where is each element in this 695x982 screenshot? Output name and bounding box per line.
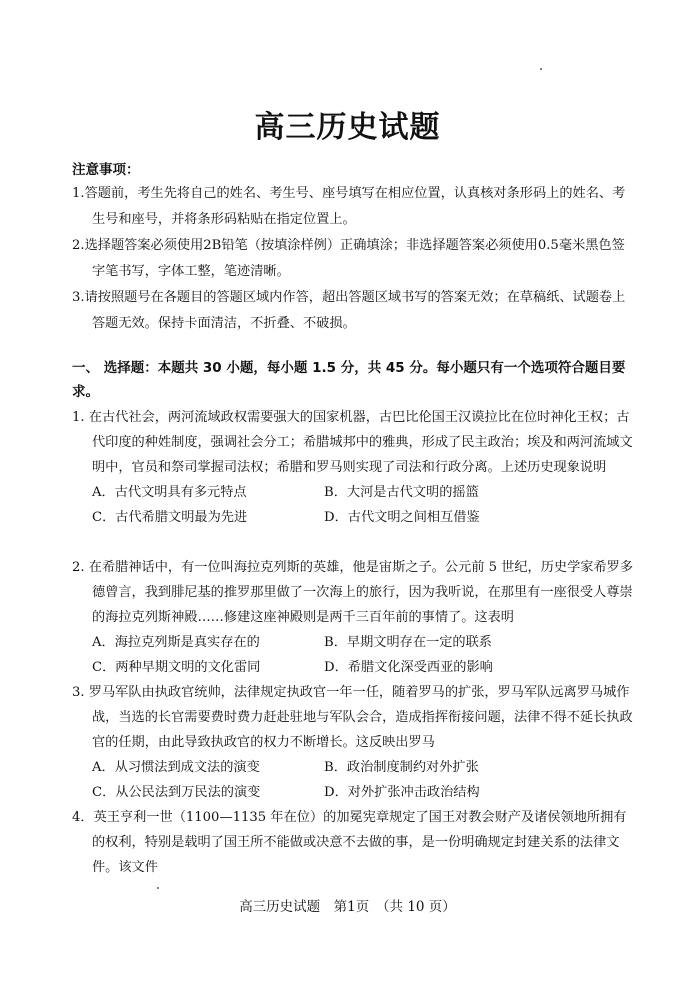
question-2-stem: 2. 在希腊神话中，有一位叫海拉克列斯的英雄，他是宙斯之子。公元前 5 世纪，历史学家希罗多德曾言，我到腓尼基的推罗那里做了一次海上的旅行，因为我听说，在那里有一座很受人尊崇的海拉克列斯神殿……修建这座神殿则是两千三百年前的事情了。这表明	[72, 560, 634, 625]
section-heading: 一、 选择题：本题共 30 小题，每小题 1.5 分，共 45 分。每小题只有一个选项符合题目要求。	[72, 360, 626, 400]
option-a[interactable]: A．海拉克列斯是真实存在的	[92, 635, 260, 650]
option-a[interactable]: A．从习惯法到成文法的演变	[92, 760, 260, 775]
question-2-options-row-1	[72, 630, 634, 655]
question-3	[72, 680, 634, 805]
option-a[interactable]: A．古代文明具有多元特点	[92, 485, 247, 500]
question-2	[72, 555, 634, 680]
question-3-options-row-1	[72, 755, 634, 780]
page-footer: 高三历史试题 第1页 （共 10 页）	[239, 899, 456, 915]
notice-list	[72, 181, 632, 337]
question-4	[72, 805, 634, 880]
notice-heading: 注意事项：	[72, 162, 140, 178]
question-3-stem: 3. 罗马军队由执政官统帅，法律规定执政官一年一任，随着罗马的扩张，罗马军队远离罗马城作战，当选的长官需要费时费力赶赴驻地与军队会合，造成指挥衔接问题，法律不得不延长执政官的任期，由此导致执政官的权力不断增长。这反映出罗马	[72, 685, 633, 750]
option-b[interactable]: B．政治制度制约对外扩张	[324, 760, 479, 775]
question-1-stem: 1. 在古代社会，两河流域政权需要强大的国家机器，古巴比伦国王汉谟拉比在位时神化王权；古代印度的种姓制度，强调社会分工；希腊城邦中的雅典，形成了民主政治；埃及和两河流域文明中，官员和祭司掌握司法权；希腊和罗马则实现了司法和行政分离。上述历史现象说明	[72, 410, 633, 475]
option-b[interactable]: B．早期文明存在一定的联系	[324, 635, 492, 650]
option-c[interactable]: C．两种早期文明的文化雷同	[92, 660, 261, 675]
notice-item-3: 3.请按照题号在各题目的答题区域内作答，超出答题区域书写的答案无效；在草稿纸、试题卷上答题无效。保持卡面清洁，不折叠、不破损。	[72, 290, 626, 331]
option-d[interactable]: D．古代文明之间相互借鉴	[324, 510, 480, 525]
question-1	[72, 405, 634, 530]
option-c[interactable]: C．从公民法到万民法的演变	[92, 785, 261, 800]
question-1-options-row-2	[72, 505, 634, 530]
notice-item-1: 1.答题前，考生先将自己的姓名、考生号、座号填写在相应位置，认真核对条形码上的姓名、考生号和座号，并将条形码粘贴在指定位置上。	[72, 186, 626, 227]
option-d[interactable]: D．对外扩张冲击政治结构	[324, 785, 480, 800]
option-b[interactable]: B．大河是古代文明的摇篮	[324, 485, 479, 500]
question-1-options-row-1	[72, 480, 634, 505]
option-d[interactable]: D．希腊文化深受西亚的影响	[324, 660, 493, 675]
question-3-options-row-2	[72, 780, 634, 805]
notice-item-2: 2.选择题答案必须使用2B铅笔（按填涂样例）正确填涂；非选择题答案必须使用0.5毫米黑色签字笔书写，字体工整，笔迹清晰。	[72, 238, 625, 279]
option-c[interactable]: C．古代希腊文明最为先进	[92, 510, 248, 525]
question-4-stem: 4．英王亨利一世（1100—1135 年在位）的加冕宪章规定了国王对教会财产及诸侯领地所拥有的权利，特别是载明了国王所不能做或决意不去做的事，是一份明确规定封建关系的法律文件。该文件	[72, 810, 627, 875]
scan-speck	[540, 68, 542, 70]
scan-speck	[157, 887, 159, 889]
question-2-options-row-2	[72, 655, 634, 680]
page-title: 高三历史试题	[254, 110, 441, 145]
